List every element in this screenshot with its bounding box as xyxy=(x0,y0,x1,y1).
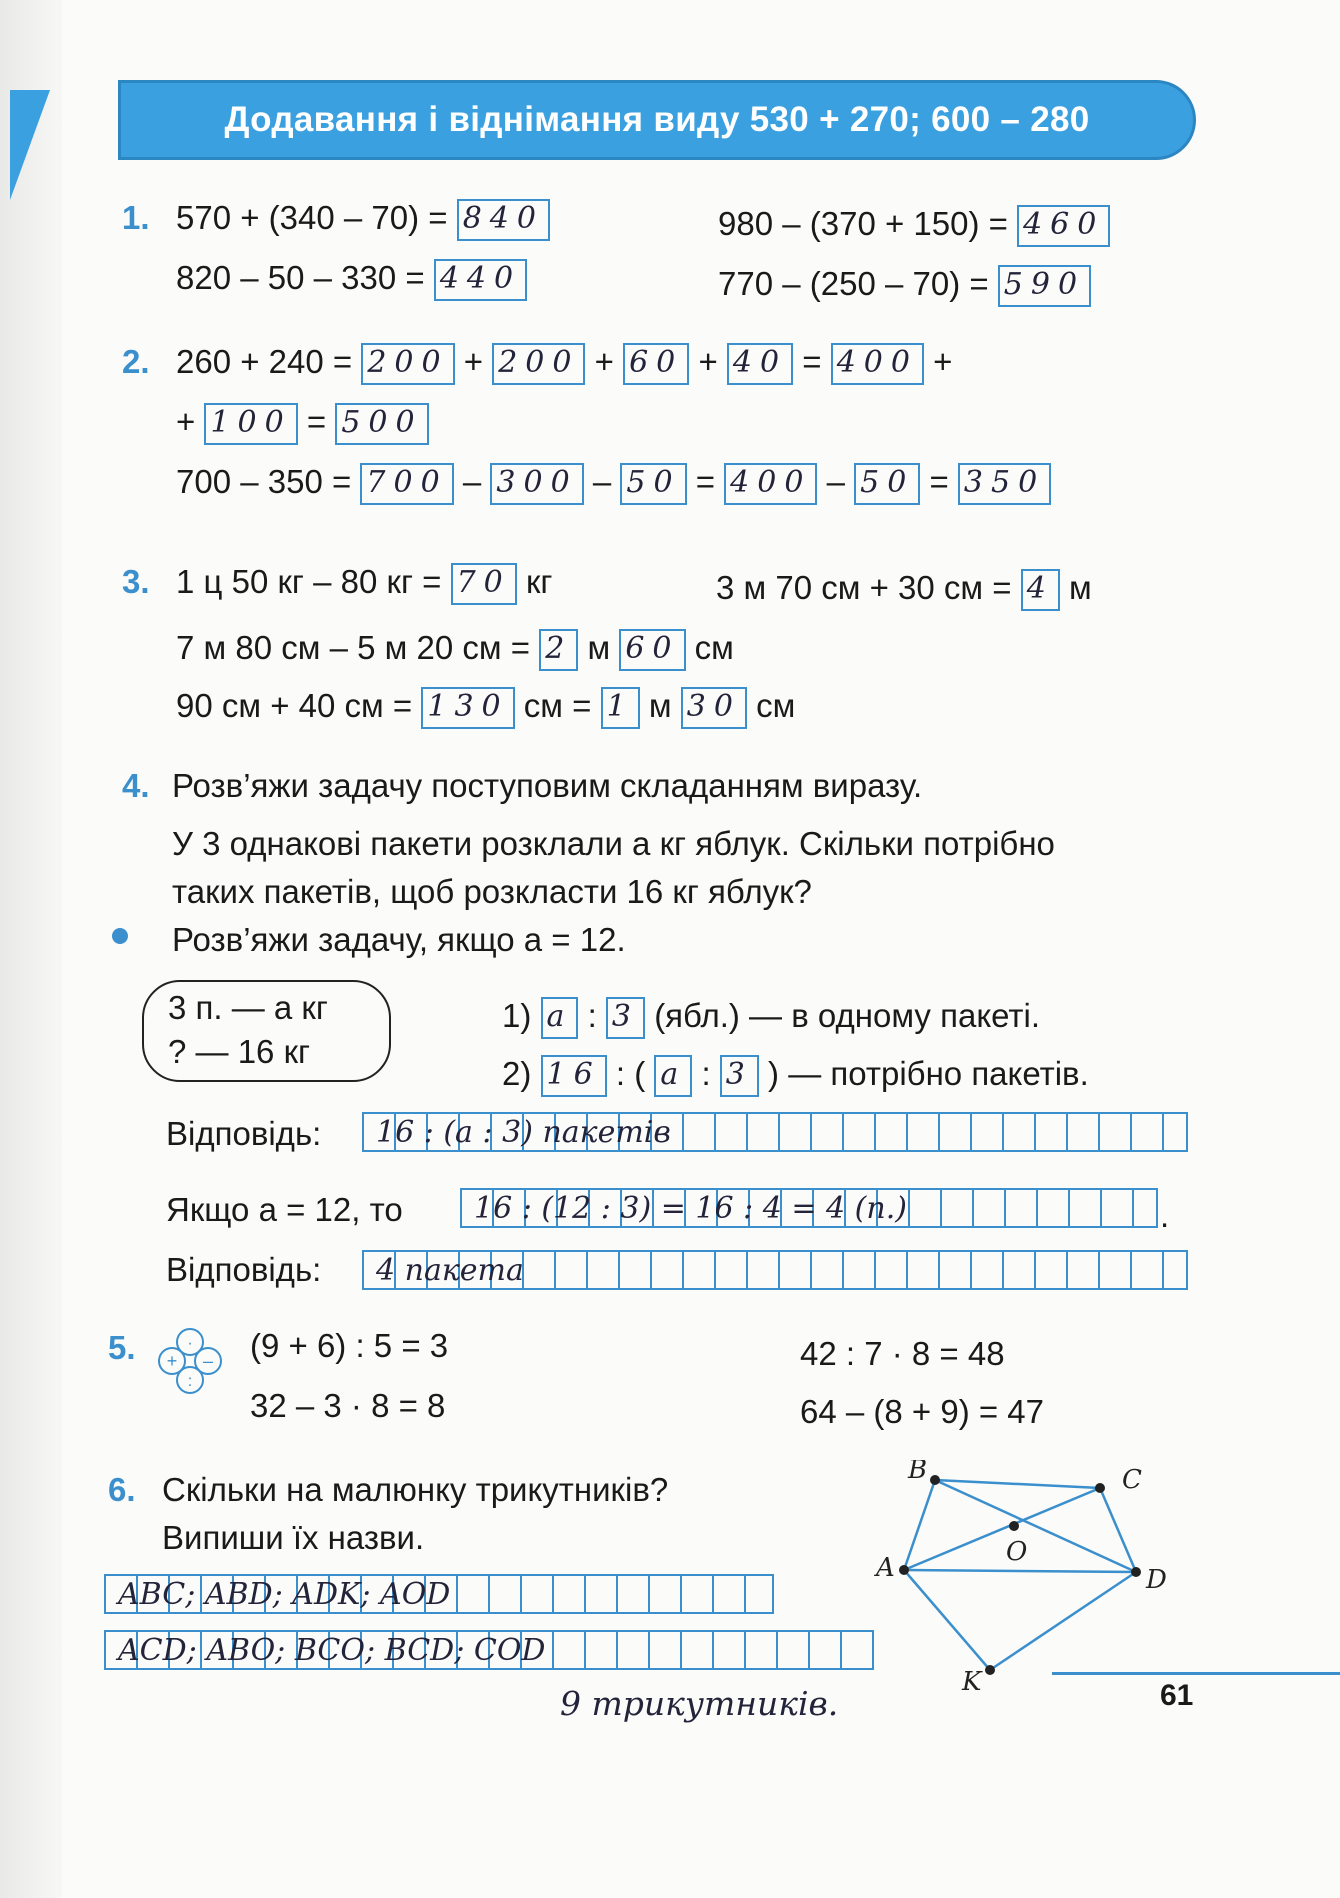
answer-box: 500 xyxy=(335,403,428,445)
point-d-label: D xyxy=(1146,1565,1167,1595)
task3-expr-d xyxy=(176,686,795,729)
answer-box: 100 xyxy=(204,403,297,445)
handwritten-triangles: ABC; ABD; ADK; AOD xyxy=(118,1577,451,1612)
page-spine xyxy=(0,0,62,1898)
answer-box: 4 xyxy=(1021,569,1060,611)
condition-line1: 3 п. — a кг xyxy=(168,989,328,1026)
task5-number: 5. xyxy=(108,1329,136,1366)
expr-text: 260 + 240 = xyxy=(176,343,353,380)
section-header xyxy=(118,80,1196,160)
point-c-label: C xyxy=(1122,1465,1142,1495)
handwritten-calculation: 16 : (12 : 3) = 16 : 4 = 4 (п.) xyxy=(474,1191,907,1226)
section-title: Додавання і віднімання виду 530 + 270; 600 – 280 xyxy=(224,100,1090,139)
bullet-icon xyxy=(112,928,128,944)
page-number: 61 xyxy=(1160,1679,1194,1712)
handwritten-count: 9 трикутників. xyxy=(560,1684,839,1723)
answer-box: 1 xyxy=(601,687,640,729)
task4-step2 xyxy=(502,1054,1089,1097)
task4-problem-line2: таких пакетів, щоб розкласти 16 кг яблук? xyxy=(172,873,812,910)
svg-text::: : xyxy=(187,1373,193,1390)
handwritten-answer: 4 пакета xyxy=(376,1253,524,1288)
svg-text:·: · xyxy=(187,1335,193,1352)
operator: : xyxy=(587,997,597,1034)
point-k-label: K xyxy=(962,1667,982,1697)
answer2-label: Відповідь: xyxy=(166,1251,322,1288)
answer-box: 130 xyxy=(421,687,514,729)
task1-number: 1. xyxy=(122,199,150,236)
condition-line2: ? — 16 кг xyxy=(168,1033,311,1070)
answer-box: 300 xyxy=(490,463,583,505)
step-label: 2) xyxy=(502,1055,532,1092)
expr-text: 820 – 50 – 330 = xyxy=(176,259,425,296)
expr-text: 770 – (250 – 70) = xyxy=(718,265,989,302)
answer2-grid xyxy=(362,1250,1188,1290)
expr-text: 90 см + 40 см = xyxy=(176,687,413,724)
task5-expr4: 64 – (8 + 9) = 47 xyxy=(800,1393,1045,1430)
corner-tab xyxy=(10,90,50,200)
answer-box: 200 xyxy=(492,343,585,385)
answer-box: 30 xyxy=(681,687,747,729)
task2-row3: 700 – 350 = 700 – 300 – 50 = 400 – 50 = 350 xyxy=(176,462,1051,505)
answer-box: a xyxy=(541,997,579,1039)
if-label: Якщо a = 12, то xyxy=(166,1191,403,1228)
answer-box: 40 xyxy=(727,343,793,385)
point-b-label: B xyxy=(908,1460,928,1485)
answer-box: 700 xyxy=(360,463,453,505)
answer-label: Відповідь: xyxy=(166,1115,322,1152)
task3-expr-a xyxy=(176,562,552,605)
task5-expr2: 32 – 3 · 8 = 8 xyxy=(250,1387,446,1424)
expr-text: 1 ц 50 кг – 80 кг = xyxy=(176,563,442,600)
answer-box: a xyxy=(654,1055,692,1097)
task3-expr-c xyxy=(176,628,734,671)
task1-expr-d xyxy=(718,264,1091,307)
answer-box: 60 xyxy=(619,629,685,671)
unit: см = xyxy=(523,687,592,724)
task4-problem-line1: У 3 однакові пакети розклали a кг яблук. Скільки потрібно xyxy=(172,825,1055,862)
answer-box: 400 xyxy=(831,343,924,385)
task5-expr3: 42 : 7 · 8 = 48 xyxy=(800,1335,1005,1372)
unit: м xyxy=(648,687,672,724)
expr-text: 7 м 80 см – 5 м 20 см = xyxy=(176,629,531,666)
triangles-grid-2 xyxy=(104,1630,874,1670)
step-label: 1) xyxy=(502,997,532,1034)
answer-box: 2 xyxy=(539,629,578,671)
task6-instruction: Випиши їх назви. xyxy=(162,1519,425,1556)
task4-bullet-text: Розв’яжи задачу, якщо a = 12. xyxy=(172,921,626,958)
unit: м xyxy=(1069,569,1092,606)
task2-row1: 260 + 240 = 200 + 200 + 60 + 40 = 400 + xyxy=(176,342,952,385)
task6-question: Скільки на малюнку трикутників? xyxy=(162,1471,669,1508)
task5-expr1: (9 + 6) : 5 = 3 xyxy=(250,1327,449,1364)
answer-box: 440 xyxy=(434,259,527,301)
operator: : ( xyxy=(615,1055,646,1092)
answer-box: 400 xyxy=(724,463,817,505)
task2-number: 2. xyxy=(122,343,150,380)
handwritten-triangles: ACD; ABO; BCO; BCD; COD xyxy=(118,1633,546,1668)
task6-number: 6. xyxy=(108,1471,136,1508)
answer-box: 200 xyxy=(361,343,454,385)
expr-text: 980 – (370 + 150) = xyxy=(718,205,1008,242)
task1-expr-c xyxy=(718,204,1110,247)
operator: : xyxy=(701,1055,711,1092)
svg-text:+: + xyxy=(166,1351,178,1371)
task4-instruction: Розв’яжи задачу поступовим складанням виразу. xyxy=(172,767,923,804)
task4-number: 4. xyxy=(122,767,150,804)
answer-box: 50 xyxy=(620,463,686,505)
answer-box: 350 xyxy=(958,463,1051,505)
expr-text: 570 + (340 – 70) = xyxy=(176,199,448,236)
task4-step1 xyxy=(502,996,1040,1039)
unit: кг xyxy=(525,563,553,600)
unit: см xyxy=(756,687,796,724)
answer-box: 50 xyxy=(854,463,920,505)
answer-box: 70 xyxy=(451,563,517,605)
step-text: (ябл.) — в одному пакеті. xyxy=(654,997,1041,1034)
expr-text: 3 м 70 см + 30 см = xyxy=(716,569,1012,606)
answer-box: 840 xyxy=(457,199,550,241)
point-o-label: O xyxy=(1006,1537,1028,1567)
task3-expr-b xyxy=(716,568,1092,611)
handwritten-answer: 16 : (a : 3) пакетів xyxy=(376,1115,671,1150)
if-period: . xyxy=(1160,1197,1170,1234)
triangles-grid-1 xyxy=(104,1574,774,1614)
task2-row2: + 100 = 500 xyxy=(176,402,429,445)
svg-text:–: – xyxy=(202,1351,214,1371)
unit: см xyxy=(694,629,734,666)
page-number-bar xyxy=(1052,1672,1340,1723)
answer-box: 3 xyxy=(606,997,645,1039)
answer-box: 590 xyxy=(998,265,1091,307)
answer-box: 60 xyxy=(623,343,689,385)
task1-expr-a xyxy=(176,198,550,241)
answer-grid xyxy=(362,1112,1188,1152)
task3-number: 3. xyxy=(122,563,150,600)
unit: м xyxy=(587,629,611,666)
answer-box: 16 xyxy=(541,1055,607,1097)
answer-box: 460 xyxy=(1017,205,1110,247)
operations-icon xyxy=(157,1328,223,1394)
answer-box: 3 xyxy=(720,1055,759,1097)
point-a-label: A xyxy=(876,1553,895,1583)
expr-text: 700 – 350 = xyxy=(176,463,352,500)
step-text: ) — потрібно пакетів. xyxy=(768,1055,1089,1092)
task1-expr-b xyxy=(176,258,527,301)
if-grid xyxy=(460,1188,1158,1228)
